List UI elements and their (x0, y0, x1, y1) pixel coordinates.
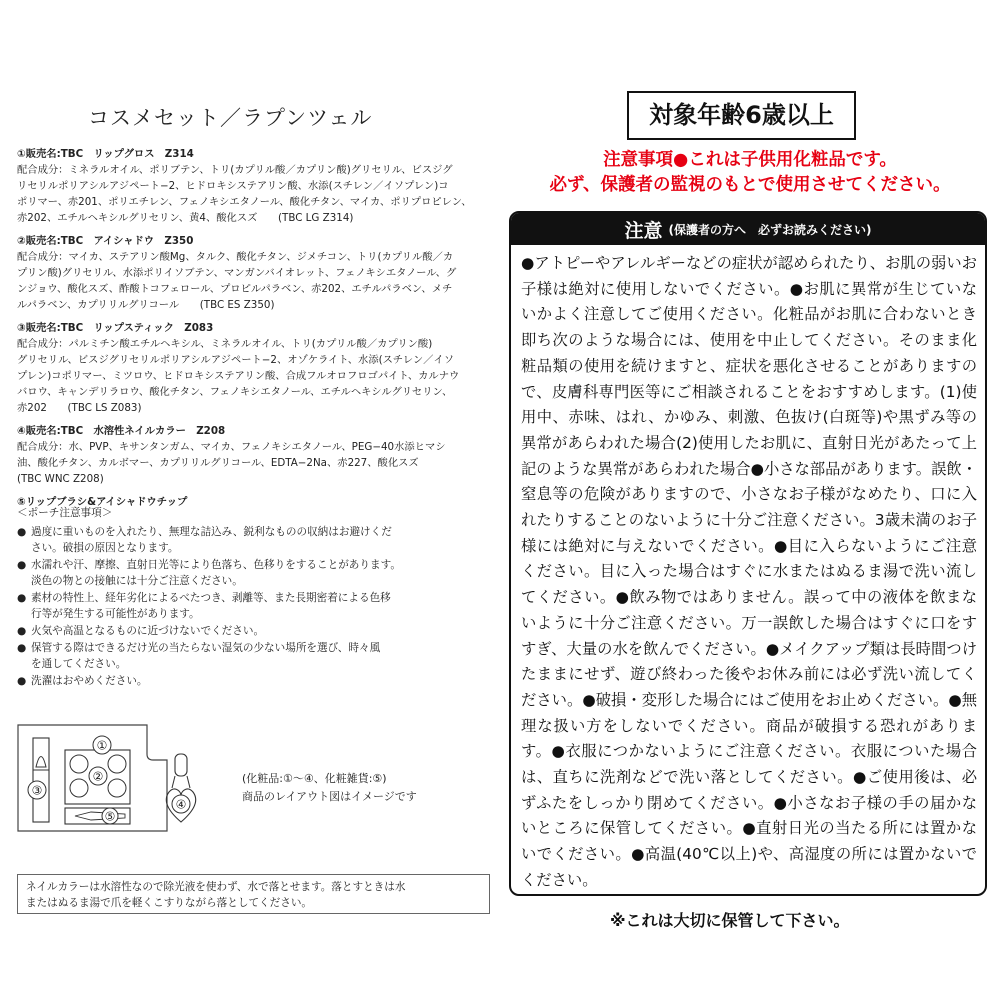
product-name: ⑤リップブラシ&アイシャドウチップ (17, 496, 188, 508)
bullet-icon: ● (17, 675, 27, 687)
marker-4: ④ (175, 797, 187, 812)
pouch-note-text: 火気や高温となるものに近づけないでください。 (31, 625, 265, 637)
notice-box (509, 211, 987, 896)
keep-note: ※これは大切に保管して下さい。 (610, 911, 850, 930)
pouch-note-item (17, 623, 497, 639)
marker-2: ② (92, 769, 104, 784)
notice-title: 注意 (624, 219, 663, 242)
product-ingredients: 配合成分：パルミチン酸エチルヘキシル、ミネラルオイル、トリ(カプリル酸／カプリン酸) グリセリル、ビスジグリセリルポリアシルアジペート−2、オゾケライト、水添(スチレン／イソ プレン)コポリマー、ミツロウ、ヒドロキシステアリン酸、合成フルオロフロゴパイト、カルナウ バロウ、キャンデリラロウ、酸化チタン、フェノキシエタノール、エチルヘキシルグリセリン、 赤202 (TBC LS Z083) (17, 338, 460, 414)
product-item (17, 146, 497, 226)
pouch-note-item (17, 557, 497, 589)
pouch-heading: ＜ポーチ注意事項＞ (17, 507, 113, 519)
pouch-note-item (17, 524, 497, 556)
layout-caption: (化粧品:①〜④、化粧雑貨:⑤) 商品のレイアウト図はイメージです (242, 772, 417, 803)
age-label: 対象年齢6歳以上 (627, 91, 856, 140)
pouch-note-text: 洗濯はおやめください。 (31, 675, 148, 687)
nail-color-shape (175, 754, 187, 776)
product-name: ②販売名:TBC アイシャドウ Z350 (17, 235, 194, 247)
notice-body: ●アトピーやアレルギーなどの症状が認められたり、お肌の弱いお子様は絶対に使用しないでください。●お肌に異常が生じていないかよく注意してご使用ください。化粧品がお肌に合わないとき即ち次のような場合には、使用を中止してください。そのまま化粧品類の使用を続けますと、症状を悪化させることがありますので、皮膚科専門医等にご相談されることをおすすめします。(1)使用中、赤味、はれ、かゆみ、刺激、色抜け(白斑等)や黒ずみ等の異常があらわれた場合(2)使用したお肌に、直射日光があたって上記のような異常があらわれた場合●小さな部品があります。誤飲・窒息等の危険がありますので、小さなお子様がなめたり、口に入れたりすることのないように十分ご注意ください。3歳未満のお子様には絶対に与えないでください。●目に入らないようにご注意ください。目に入った場合はすぐに水またはぬるま湯で洗い流してください。●飲み物ではありません。誤って中の液体を飲まないように十分ご注意ください。万一誤飲した場合はすぐに口をすすぎ、大量の水を飲んでください。●メイクアップ類は長時間つけたままにせず、遊び終わった後やお休み前には必ず洗い流してください。●破損・変形した場合にはご使用をお止めください。●無理な扱い方をしないでください。商品が破損する恐れがあります。●衣服につかないようにご注意ください。衣服についた場合は、直ちに洗剤などで洗い落としてください。●ご使用後は、必ずふたをしっかり閉めてください。●小さなお子様の手の届かないところに保管してください。●直射日光の当たる所には置かないでください。●高温(40℃以上)や、高湿度の所には置かないでください。 (521, 254, 977, 889)
product-title: コスメセット／ラプンツェル (88, 106, 373, 130)
bullet-icon: ● (17, 592, 27, 604)
pouch-notes (17, 505, 497, 690)
caution-line-2: 必ず、保護者の監視のもとで使用させてください。 (549, 175, 951, 195)
bullet-icon: ● (17, 526, 27, 538)
product-ingredients: 配合成分：マイカ、ステアリン酸Mg、タルク、酸化チタン、ジメチコン、トリ(カプリル酸／カ プリン酸)グリセリル、水添ポリイソブテン、マンガンバイオレット、フェノキシエタノール、グ ンジョウ、酸化スズ、酢酸トコフェロール、プロピルパラベン、赤202、エチルパラベン、メチ ルパラベン、カプリリルグリコール (TBC ES Z350) (17, 251, 457, 311)
product-name: ①販売名:TBC リップグロス Z314 (17, 148, 194, 160)
caution-line-1: 注意事項●これは子供用化粧品です。 (603, 150, 897, 170)
marker-3: ③ (31, 783, 43, 798)
product-item (17, 320, 497, 416)
notice-header (511, 213, 985, 245)
marker-5: ⑤ (104, 809, 116, 824)
product-list (17, 146, 497, 517)
pouch-note-item (17, 673, 497, 689)
product-layout-diagram (17, 724, 235, 832)
product-item (17, 423, 497, 487)
pouch-note-text: 過度に重いものを入れたり、無理な詰込み、鋭利なものの収納はお避けくだ さい。破損の原因となります。 (31, 526, 392, 554)
brush-tray-shape (65, 808, 130, 824)
marker-1: ① (96, 738, 108, 753)
pouch-note-text: 保管する際はできるだけ光の当たらない湿気の少ない場所を選び、時々風 を通してください。 (31, 642, 381, 670)
nail-color-note: ネイルカラーは水溶性なので除光液を使わず、水で落とせます。落とすときは水 またはぬるま湯で爪を軽くこすりながら落としてください。 (17, 874, 490, 914)
bullet-icon: ● (17, 625, 27, 637)
product-name: ④販売名:TBC 水溶性ネイルカラー Z208 (17, 425, 226, 437)
pouch-note-text: 素材の特性上、経年劣化によるべたつき、剥離等、また長期密着による色移 行等が発生する可能性があります。 (31, 592, 391, 620)
lipstick-shape (33, 738, 49, 822)
product-ingredients: 配合成分：ミネラルオイル、ポリブテン、トリ(カプリル酸／カプリン酸)グリセリル、ビスジグ リセリルポリアシルアジペート−2、ヒドロキシステアリン酸、水添(スチレン／イソプレン)コ ポリマー、赤201、ポリエチレン、フェノキシエタノール、酸化チタン、マイカ、ポリプロピレン、 赤202、エチルヘキシルグリセリン、黄4、酸化スズ (TBC LG Z314) (17, 164, 472, 224)
pouch-note-item (17, 640, 497, 672)
pouch-note-text: 水濡れや汗、摩擦、直射日光等により色落ち、色移りをすることがあります。 淡色の物との接触には十分ご注意ください。 (31, 559, 401, 587)
product-ingredients: 配合成分：水、PVP、キサンタンガム、マイカ、フェノキシエタノール、PEG−40水添ヒマシ 油、酸化チタン、カルボマー、カプリリルグリコール、EDTA−2Na、赤227、酸化スズ (TBC WNC Z208) (17, 441, 446, 485)
bullet-icon: ● (17, 559, 27, 571)
product-name: ③販売名:TBC リップスティック Z083 (17, 322, 214, 334)
bullet-icon: ● (17, 642, 27, 654)
caution-heading (505, 148, 995, 198)
pouch-note-item (17, 590, 497, 622)
product-item (17, 233, 497, 313)
notice-subtitle: (保護者の方へ 必ずお読みください) (668, 222, 872, 237)
